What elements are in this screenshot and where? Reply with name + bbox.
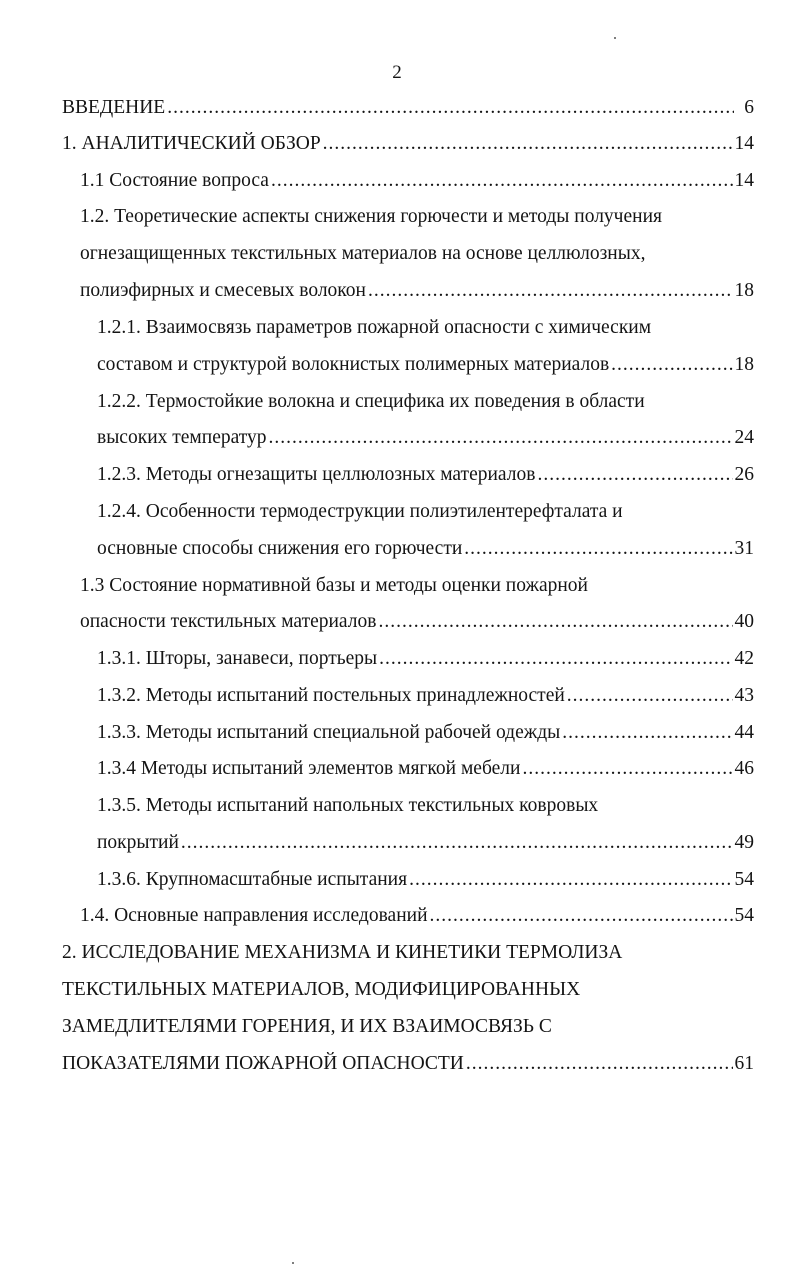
toc-entry-title: 1.3.6. Крупномасштабные испытания — [97, 869, 408, 890]
toc-page-number: 46 — [734, 758, 754, 779]
toc-entry-1-3-1 — [97, 641, 754, 677]
toc-entry-title: 1.3.3. Методы испытаний специальной рабочей одежды — [97, 722, 561, 743]
toc-page-number: 61 — [734, 1053, 754, 1074]
toc-entry-1-4 — [80, 898, 754, 934]
toc-entry-title: 1.3.1. Шторы, занавеси, портьеры — [97, 648, 378, 669]
toc-entry-1-2-1 — [97, 347, 754, 383]
toc-page-number: 14 — [734, 133, 754, 154]
scan-speck — [614, 37, 616, 39]
toc-entry-chapter-2 — [62, 1046, 754, 1082]
toc-entry-title: 1. АНАЛИТИЧЕСКИЙ ОБЗОР — [62, 133, 321, 154]
leader-dots — [522, 751, 732, 787]
toc-page-number: 26 — [734, 464, 754, 485]
leader-dots — [368, 273, 733, 309]
leader-dots — [379, 641, 732, 677]
toc-page-number: 54 — [734, 905, 754, 926]
toc-entry-1-3 — [80, 604, 754, 640]
toc-entry-1-3-4 — [97, 751, 754, 787]
leader-dots — [567, 678, 733, 714]
toc-entry-title: 1.4. Основные направления исследований — [80, 905, 428, 926]
toc-entry-title: ВВЕДЕНИЕ — [62, 97, 166, 118]
leader-dots — [167, 90, 734, 126]
toc-entry-1-2-line-2: огнезащищенных текстильных материалов на основе целлюлозных, — [80, 243, 646, 264]
toc-page-number: 42 — [734, 648, 754, 669]
toc-entry-title: ПОКАЗАТЕЛЯМИ ПОЖАРНОЙ ОПАСНОСТИ — [62, 1053, 464, 1074]
toc-entry-chapter-2-line-3: ЗАМЕДЛИТЕЛЯМИ ГОРЕНИЯ, И ИХ ВЗАИМОСВЯЗЬ С — [62, 1016, 552, 1037]
toc-entry-1-2-2 — [97, 420, 754, 456]
toc-page-number: 6 — [744, 97, 754, 118]
toc-entry-1-2-1-line-1: 1.2.1. Взаимосвязь параметров пожарной опасности с химическим — [97, 317, 652, 338]
leader-dots — [323, 126, 733, 162]
toc-entry-1-3-2 — [97, 678, 754, 714]
toc-entry-chapter-1 — [62, 126, 754, 162]
toc-entry-1-3-6 — [97, 862, 754, 898]
page-number: 2 — [392, 62, 402, 83]
leader-dots — [537, 457, 732, 493]
toc-entry-chapter-2-line-1: 2. ИССЛЕДОВАНИЕ МЕХАНИЗМА И КИНЕТИКИ ТЕРМОЛИЗА — [62, 942, 623, 963]
toc-page-number: 14 — [734, 170, 754, 191]
toc-entry-title: 1.2.3. Методы огнезащиты целлюлозных материалов — [97, 464, 536, 485]
toc-page-number: 18 — [734, 354, 754, 375]
toc-entry-title: основные способы снижения его горючести — [97, 538, 463, 559]
toc-page-number: 18 — [734, 280, 754, 301]
leader-dots — [269, 420, 733, 456]
toc-page-number: 24 — [734, 427, 754, 448]
toc-entry-title: 1.3.2. Методы испытаний постельных принадлежностей — [97, 685, 565, 706]
toc-entry-title: составом и структурой волокнистых полимерных материалов — [97, 354, 610, 375]
toc-entry-title: высоких температур — [97, 427, 267, 448]
toc-entry-1-2-4-line-1: 1.2.4. Особенности термодеструкции полиэтилентерефталата и — [97, 501, 623, 522]
leader-dots — [409, 862, 732, 898]
toc-entry-title: опасности текстильных материалов — [80, 611, 377, 632]
toc-page-number: 49 — [734, 832, 754, 853]
toc-entry-1-2-3 — [97, 457, 754, 493]
toc-entry-1-2-2-line-1: 1.2.2. Термостойкие волокна и специфика их поведения в области — [97, 391, 645, 412]
leader-dots — [378, 604, 732, 640]
toc-page-number: 31 — [734, 538, 754, 559]
toc-entry-introduction — [62, 90, 754, 126]
leader-dots — [464, 531, 732, 567]
leader-dots — [562, 715, 732, 751]
toc-entry-1-3-5-line-1: 1.3.5. Методы испытаний напольных текстильных ковровых — [97, 795, 599, 816]
toc-page-number: 44 — [734, 722, 754, 743]
toc-entry-1-3-5 — [97, 825, 754, 861]
toc-entry-1-3-3 — [97, 715, 754, 751]
toc-entry-1-2-line-1: 1.2. Теоретические аспекты снижения горючести и методы получения — [80, 206, 662, 227]
leader-dots — [611, 347, 732, 383]
toc-entry-chapter-2-line-2: ТЕКСТИЛЬНЫХ МАТЕРИАЛОВ, МОДИФИЦИРОВАННЫХ — [62, 979, 581, 1000]
toc-entry-1-1 — [80, 163, 754, 199]
toc-page-number: 54 — [734, 869, 754, 890]
toc-entry-1-3-line-1: 1.3 Состояние нормативной базы и методы оценки пожарной — [80, 575, 588, 596]
toc-page-number: 43 — [734, 685, 754, 706]
scan-speck — [292, 1262, 294, 1264]
leader-dots — [271, 163, 733, 199]
leader-dots — [181, 825, 733, 861]
toc-entry-1-2-4 — [97, 531, 754, 567]
toc-entry-title: покрытий — [97, 832, 179, 853]
leader-dots — [466, 1046, 733, 1082]
leader-dots — [430, 898, 733, 934]
toc-entry-1-2 — [80, 273, 754, 309]
toc-entry-title: 1.1 Состояние вопроса — [80, 170, 269, 191]
toc-entry-title: 1.3.4 Методы испытаний элементов мягкой мебели — [97, 758, 521, 779]
toc-page-number: 40 — [734, 611, 754, 632]
toc-entry-title: полиэфирных и смесевых волокон — [80, 280, 366, 301]
